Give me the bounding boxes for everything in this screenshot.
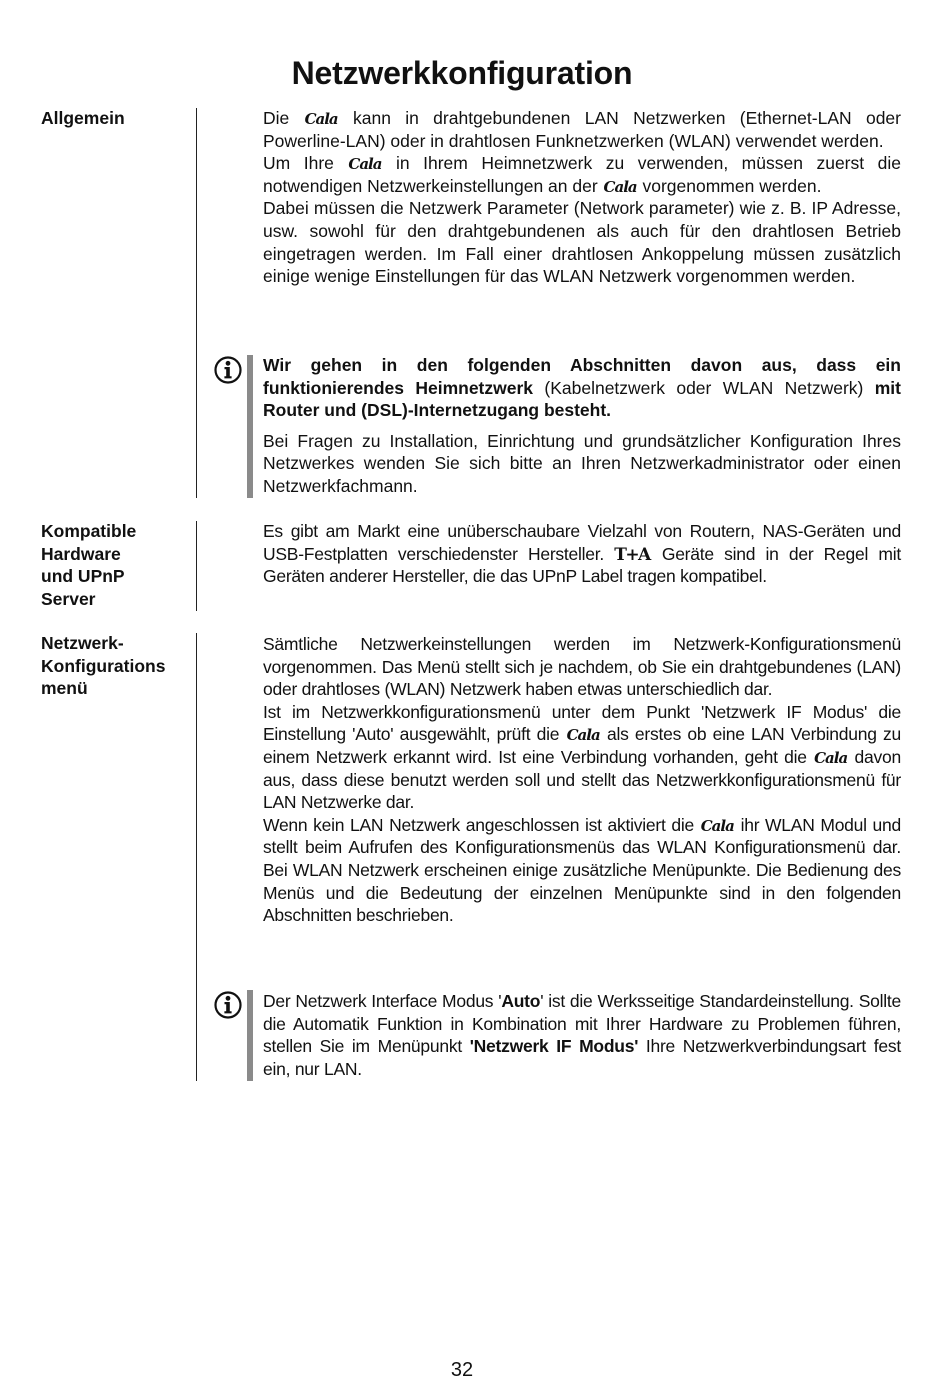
cala-logo: Cala [566,726,600,745]
page-number: 32 [450,1359,474,1381]
text-run: Es gibt am Markt eine unüberschaubare Vielzahl von Routern, NAS-Geräten und USB-Festplatten verschiedenster Hersteller. [263,521,901,564]
text-run: ihr WLAN Modul und stellt beim Aufrufen des Konfigurationsmenüs das WLAN Konfigurationsmenü dar. Bei WLAN Netzwerk erscheinen einige zusätzliche Menüpunkte. Die Bedienung des Menüs und die Bedeutung der einzelnen Menüpunkte sind in den folgenden Abschnitten beschrieben. [263,814,901,926]
section-label-line: Hardware [41,543,121,564]
section-label-line: Allgemein [41,108,125,128]
text-run: in Ihrem Heimnetzwerk zu verwenden, müssen zuerst die notwendigen Netzwerkeinstellungen an der [263,153,901,196]
cala-logo: Cala [348,155,382,174]
paragraph [263,520,901,588]
note-bar [247,355,253,498]
paragraph [263,354,901,422]
paragraph [263,990,901,1080]
note-bar [247,990,253,1081]
text-run: davon aus, dass diese benutzt werden soll und stellt das Netzwerkkonfigurationsmenü für LAN Netzwerke dar. [263,746,901,813]
section-label-line: Server [41,588,96,609]
note-body-network-requirements [263,354,901,498]
text-run: Wenn kein LAN Netzwerk angeschlossen ist aktiviert die [263,814,700,835]
text-run: als erstes ob eine LAN Verbindung zu einem Netzwerk erkannt wird. Ist eine Verbindung vorhanden, geht die [263,724,901,767]
text-run: Ihre Netzwerkverbindungsart fest ein, nur LAN. [263,1036,901,1079]
text-run: Dabei müssen die Netzwerk Parameter (Network parameter) wie z. B. IP Adresse, usw. sowohl für den drahtgebundenen als auch für den drahtlosen Betrieb eingetragen werden. Im Fall einer drahtlosen Ankoppelung müssen zusätzlich einige wenige Einstellungen für das WLAN Netzwerk vorgenommen werden. [263,198,901,287]
text-run: (Kabelnetzwerk oder WLAN Netzwerk) [533,377,875,398]
section-label-line: Netzwerk- [41,633,124,653]
text-run: kann in drahtgebundenen LAN Netzwerken (Ethernet-LAN oder Powerline-LAN) oder in drahtlosen Funknetzwerken (WLAN) verwendet werden. [263,108,901,151]
info-icon [213,990,243,1020]
section-divider [196,521,197,611]
text-run: Die [263,108,304,128]
cala-logo: Cala [700,816,734,835]
paragraph [263,701,901,814]
section-divider [196,108,197,498]
section-label-konfigurationsmenue [41,632,191,700]
paragraph [263,197,901,287]
page-title: Netzwerkkonfiguration [291,55,633,91]
section-label-line: Kompatible [41,521,137,541]
paragraph [263,814,901,927]
text-run: Der Netzwerk Interface Modus ' [263,991,502,1011]
bold-text: Auto [501,991,541,1011]
ta-logo: T+A [614,544,650,565]
text-run: Sämtliche Netzwerkeinstellungen werden im Netzwerk-Konfigurationsmenü vorgenommen. Das Menü stellt sich je nachdem, ob Sie ein drahtgebundenes (LAN) oder drahtloses (WLAN) Netzwerk haben etwas unterschiedlich dar. [263,634,901,700]
text-run: Um Ihre [263,153,348,174]
paragraph [263,107,901,152]
paragraph [263,430,901,498]
cala-logo: Cala [304,110,338,128]
paragraph [263,633,901,701]
text-run: Bei Fragen zu Installation, Einrichtung und grundsätzlicher Konfiguration Ihres Netzwerkes wenden Sie sich bitte an Ihren Netzwerkadministrator oder einen Netzwerkfachmann. [263,430,901,496]
text-run: Ist im Netzwerkkonfigurationsmenü unter dem Punkt 'Netzwerk IF Modus' die Einstellung 'Auto' ausgewählt, prüft die [263,701,901,745]
section-label-allgemein [41,107,191,130]
cala-logo: Cala [603,177,637,196]
text-run: vorgenommen werden. [637,175,822,196]
section-label-kompatible-hardware [41,520,191,610]
section-body-kompatible-hardware [263,520,901,588]
cala-logo: Cala [814,748,848,767]
section-body-allgemein [263,107,901,288]
paragraph [263,152,901,197]
section-label-line: menü [41,678,88,699]
section-divider [196,633,197,1081]
bold-text: mit Router und (DSL)-Internetzugang besteht. [263,377,901,421]
section-label-line: Konfigurations [41,655,166,676]
section-label-line: und UPnP [41,566,125,587]
text-run: ' ist die Werksseitige Standardeinstellung. Sollte die Automatik Funktion in Kombination mit Ihrer Hardware zu Problemen führen, stellen Sie im Menüpunkt [263,991,902,1057]
bold-text: 'Netzwerk IF Modus' [469,1036,639,1057]
note-body-interface-mode [263,990,901,1080]
text-run: Geräte sind in der Regel mit Geräten anderer Hersteller, die das UPnP Label tragen kompatibel. [263,543,901,587]
section-body-konfigurationsmenue [263,633,901,927]
info-icon [213,355,243,385]
bold-text: Wir gehen in den folgenden Abschnitten davon aus, dass ein funktionierendes Heimnetzwerk [263,355,901,398]
